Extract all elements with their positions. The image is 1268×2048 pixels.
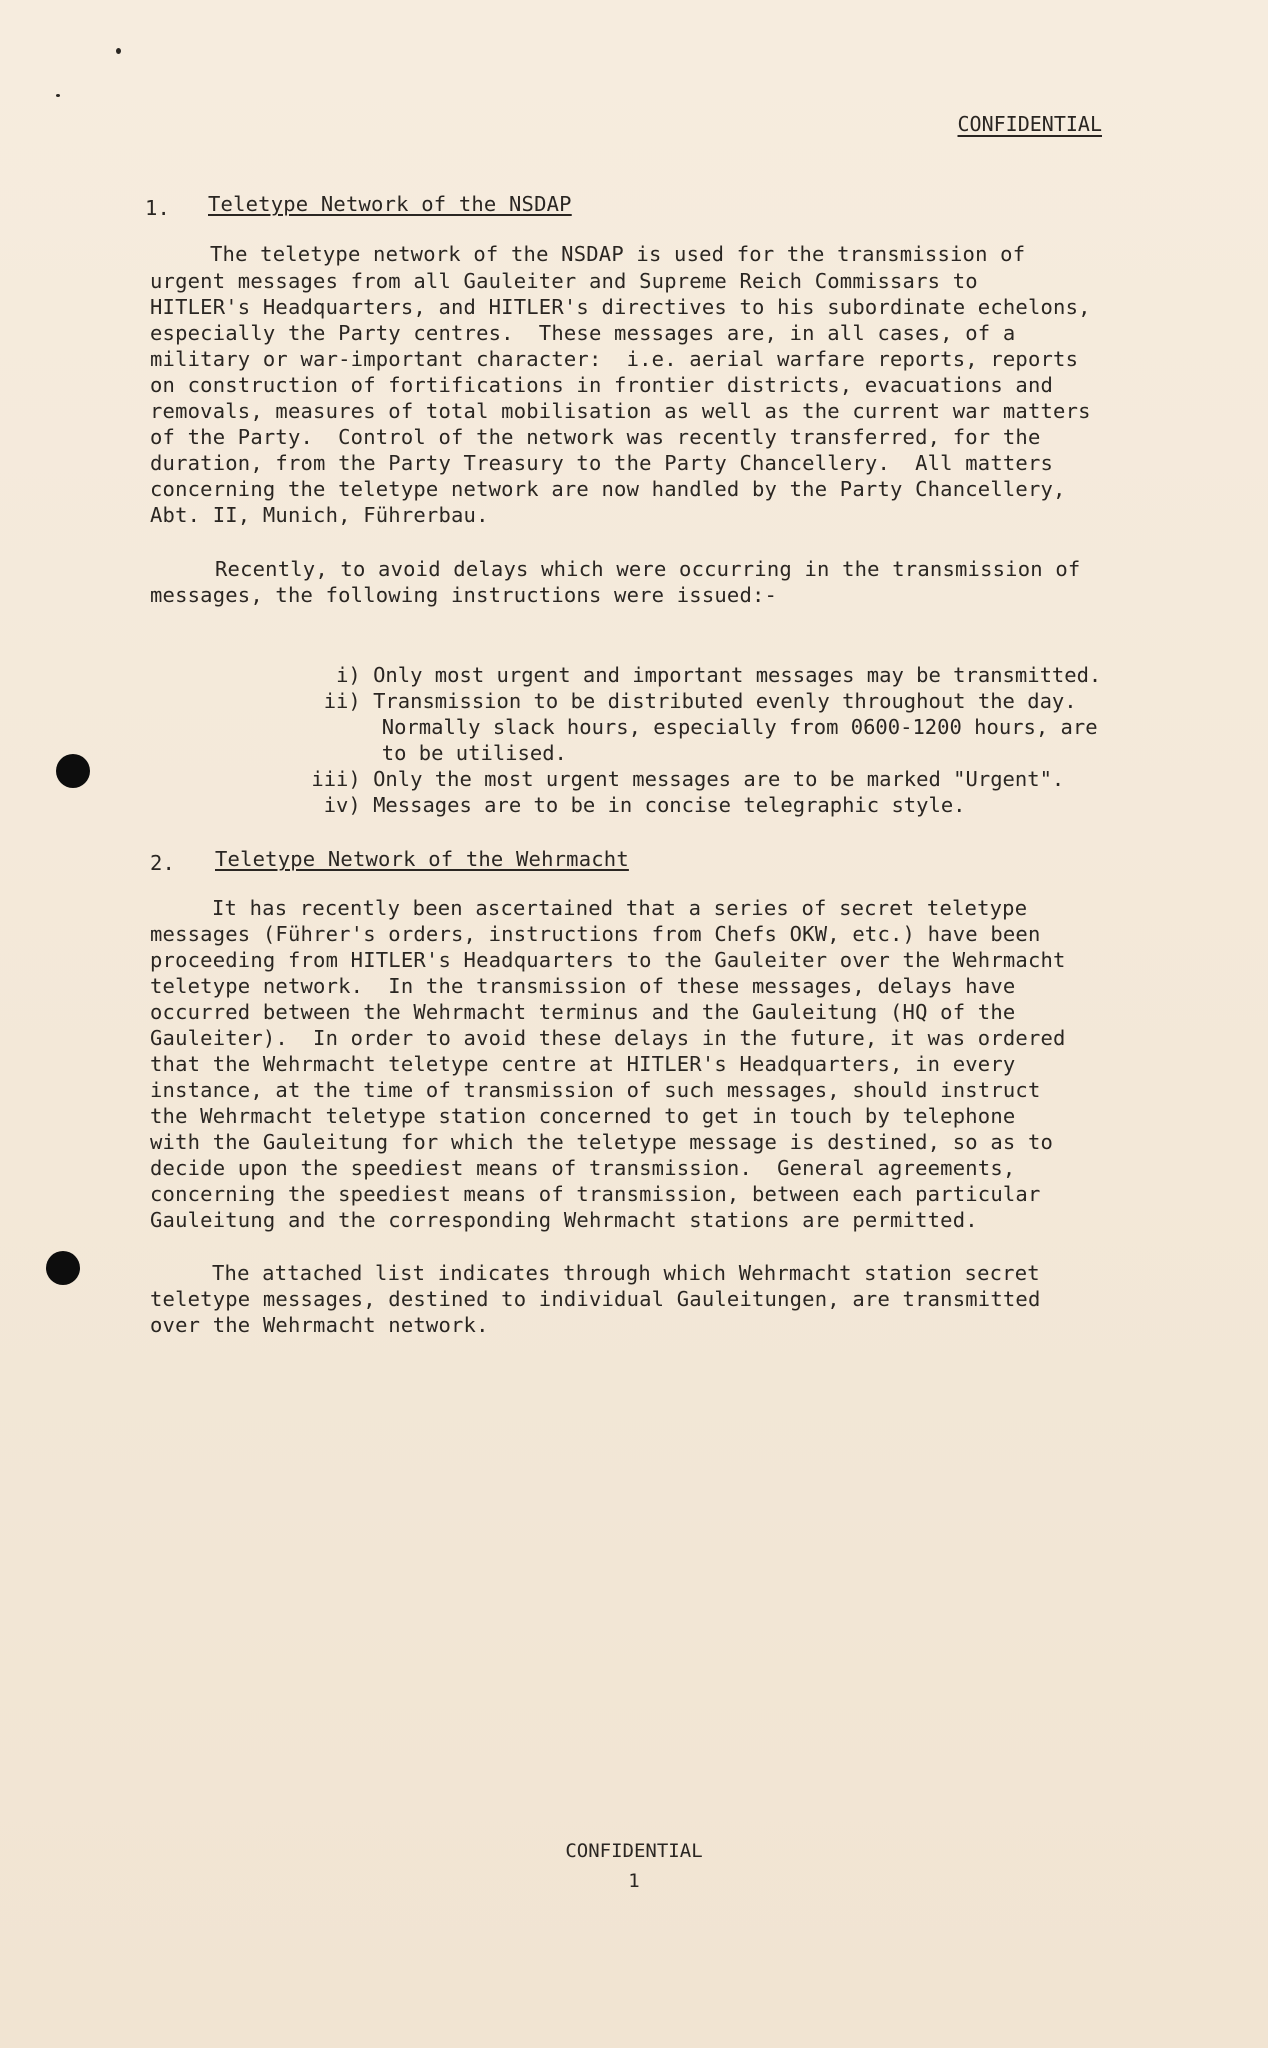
- list-item: [200, 766, 966, 844]
- paragraph-line: Recently, to avoid delays which were occurring in the transmission of: [215, 557, 1081, 581]
- paragraph-line: The teletype network of the NSDAP is used for the transmission of: [210, 242, 1026, 266]
- paragraph-line: The attached list indicates through which Wehrmacht station secret: [212, 1261, 1040, 1285]
- punch-hole: [56, 754, 90, 788]
- list-number: ii): [323, 689, 361, 713]
- paragraph-line: Abt. II, Munich, Führerbau.: [150, 503, 489, 527]
- paragraph-line: proceeding from HITLER's Headquarters to the Gauleiter over the Wehrmacht: [150, 948, 1066, 972]
- paragraph-line: over the Wehrmacht network.: [150, 1313, 489, 1337]
- punch-hole: [46, 1251, 80, 1285]
- list-text: Only most urgent and important messages may be transmitted.: [373, 663, 1102, 687]
- list-number: iii): [311, 767, 361, 791]
- paragraph-line: messages (Führer's orders, instructions from Chefs OKW, etc.) have been: [150, 922, 1041, 946]
- paragraph-line: decide upon the speediest means of transmission. General agreements,: [150, 1156, 1016, 1180]
- paragraph-line: It has recently been ascertained that a series of secret teletype: [212, 896, 1028, 920]
- paragraph-line: the Wehrmacht teletype station concerned to get in touch by telephone: [150, 1104, 1016, 1128]
- footer-classification: CONFIDENTIAL: [565, 1840, 703, 1862]
- paragraph-line: removals, measures of total mobilisation as well as the current war matters: [150, 399, 1091, 423]
- paragraph-line: occurred between the Wehrmacht terminus and the Gauleitung (HQ of the: [150, 1000, 1016, 1024]
- paragraph-line: instance, at the time of transmission of such messages, should instruct: [150, 1078, 1041, 1102]
- paragraph-line: with the Gauleitung for which the teletype message is destined, so as to: [150, 1130, 1054, 1154]
- section-1-heading: Teletype Network of the NSDAP: [208, 192, 572, 216]
- page-number: 1: [628, 1870, 640, 1892]
- section-2-heading: Teletype Network of the Wehrmacht: [215, 847, 629, 871]
- paragraph-line: teletype network. In the transmission of these messages, delays have: [150, 974, 1016, 998]
- paragraph-line: military or war-important character: i.e. aerial warfare reports, reports: [150, 347, 1079, 371]
- list-text: to be utilised.: [381, 741, 567, 765]
- paragraph-line: concerning the teletype network are now handled by the Party Chancellery,: [150, 477, 1066, 501]
- paragraph-line: duration, from the Party Treasury to the Party Chancellery. All matters: [150, 451, 1054, 475]
- list-number: i): [336, 663, 361, 687]
- list-number: iv): [323, 793, 361, 817]
- paragraph-line: especially the Party centres. These messages are, in all cases, of a: [150, 321, 1016, 345]
- list-text: Messages are to be in concise telegraphic style.: [373, 793, 966, 817]
- section-1-number: 1.: [145, 196, 171, 220]
- paragraph-line: concerning the speediest means of transmission, between each particular: [150, 1182, 1041, 1206]
- paragraph-line: of the Party. Control of the network was recently transferred, for the: [150, 425, 1041, 449]
- paragraph-line: Gauleitung and the corresponding Wehrmacht stations are permitted.: [150, 1208, 978, 1232]
- paragraph-line: HITLER's Headquarters, and HITLER's directives to his subordinate echelons,: [150, 295, 1091, 319]
- ink-speck: [116, 48, 121, 54]
- paragraph-line: that the Wehrmacht teletype centre at HITLER's Headquarters, in every: [150, 1052, 1016, 1076]
- list-text: Only the most urgent messages are to be marked "Urgent".: [373, 767, 1065, 791]
- ink-speck: [56, 94, 60, 97]
- paragraph-line: on construction of fortifications in frontier districts, evacuations and: [150, 373, 1054, 397]
- header-classification: CONFIDENTIAL: [957, 112, 1102, 136]
- section-2-number: 2.: [150, 851, 176, 875]
- paragraph-line: urgent messages from all Gauleiter and Supreme Reich Commissars to: [150, 269, 978, 293]
- paragraph-line: teletype messages, destined to individual Gauleitungen, are transmitted: [150, 1287, 1041, 1311]
- paragraph-line: messages, the following instructions were issued:-: [150, 583, 778, 607]
- list-text: Transmission to be distributed evenly throughout the day.: [373, 689, 1077, 713]
- list-text: Normally slack hours, especially from 0600-1200 hours, are: [381, 715, 1098, 739]
- paragraph-line: Gauleiter). In order to avoid these delays in the future, it was ordered: [150, 1026, 1066, 1050]
